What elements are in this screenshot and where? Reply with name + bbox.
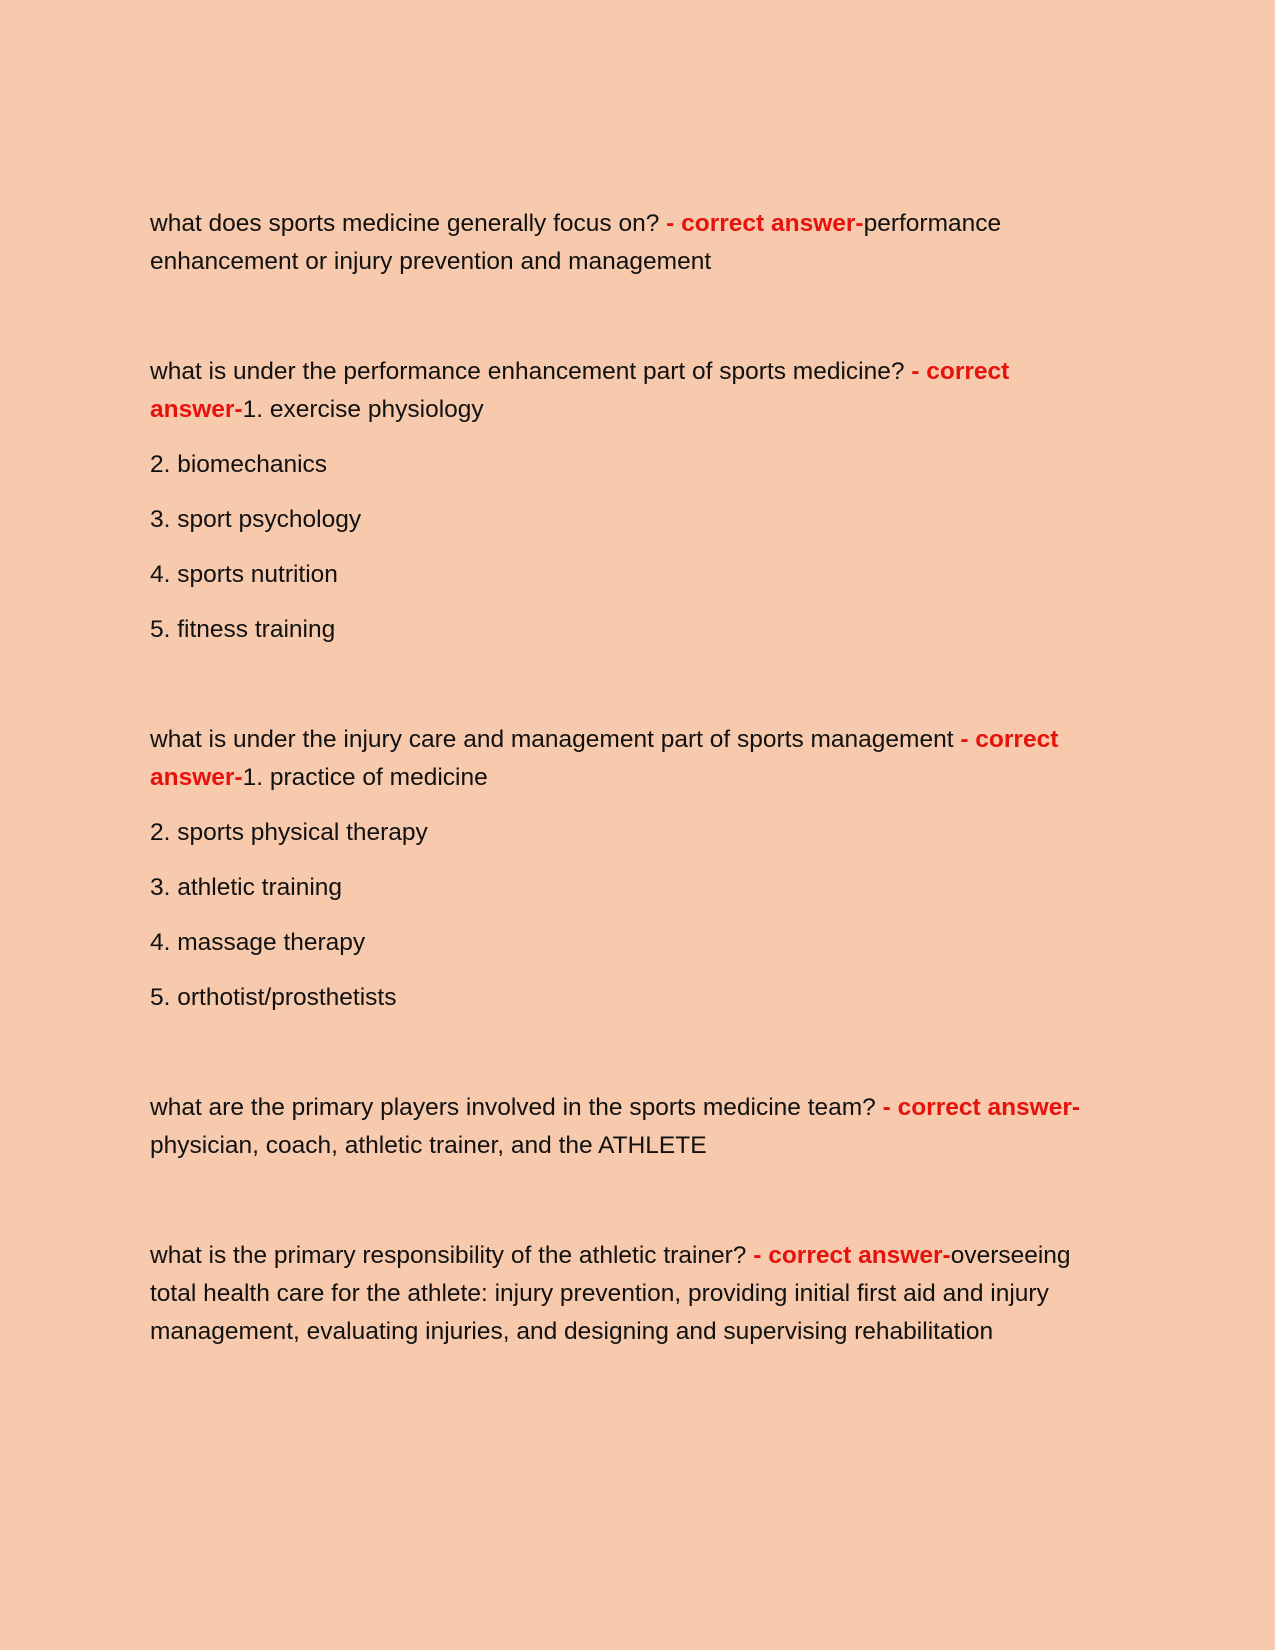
list-item: 4. sports nutrition	[150, 561, 338, 588]
question-answer-text	[150, 1237, 1105, 1351]
qa-item-2	[150, 353, 1105, 649]
list-item: 2. sports physical therapy	[150, 819, 428, 846]
question-text: what is under the performance enhancement part of sports medicine?	[150, 358, 912, 385]
answer-text: 1. exercise physiology	[242, 396, 484, 423]
list-item: 3. sport psychology	[150, 506, 362, 533]
list-item: 3. athletic training	[150, 874, 343, 901]
list-item: 4. massage therapy	[150, 929, 366, 956]
question-answer-text	[150, 205, 1105, 281]
qa-item-3	[150, 721, 1105, 1017]
correct-answer-label: - correct answer-	[882, 1094, 1081, 1121]
list-item: 2. biomechanics	[150, 451, 328, 478]
list-item: 5. fitness training	[150, 616, 336, 643]
answer-text: overseeing total health care for the athlete: injury prevention, providing initial first aid and injury management, evaluating injuries, and designing and supervising rehabilitation	[150, 1242, 1071, 1345]
correct-answer-label: - correct answer-	[753, 1242, 951, 1269]
question-text: what are the primary players involved in the sports medicine team?	[150, 1094, 883, 1121]
answer-text: 1. practice of medicine	[242, 764, 488, 791]
answer-text: performance enhancement or injury prevention and management	[150, 210, 1002, 275]
qa-item-4	[150, 1089, 1105, 1165]
question-text: what is under the injury care and management part of sports management	[150, 726, 961, 753]
question-text: what is the primary responsibility of the athletic trainer?	[150, 1242, 754, 1269]
question-answer-text	[150, 721, 1105, 797]
correct-answer-label: - correct answer-	[150, 726, 1059, 791]
question-answer-text	[150, 353, 1105, 429]
question-text: what does sports medicine generally focus on?	[150, 210, 667, 237]
list-item: 5. orthotist/prosthetists	[150, 984, 397, 1011]
qa-item-1	[150, 205, 1105, 281]
correct-answer-label: - correct answer-	[666, 210, 864, 237]
qa-item-5	[150, 1237, 1105, 1351]
question-answer-text	[150, 1089, 1105, 1165]
correct-answer-label: - correct answer-	[150, 358, 1010, 423]
answer-text: physician, coach, athletic trainer, and the ATHLETE	[150, 1132, 707, 1159]
